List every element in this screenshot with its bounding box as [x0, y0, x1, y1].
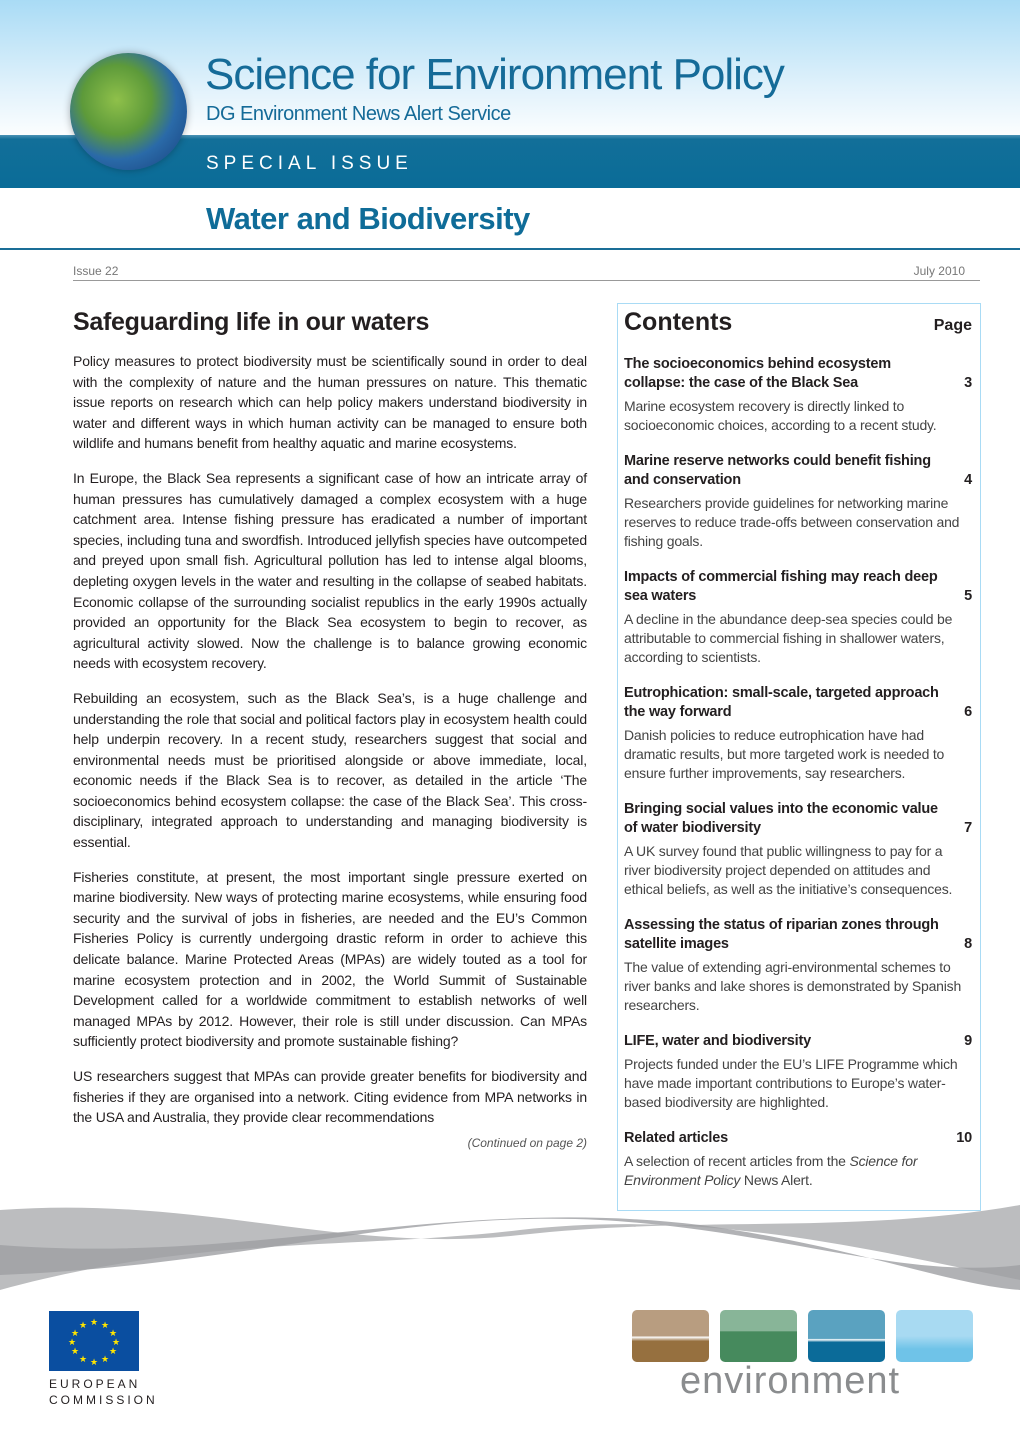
svg-text:★: ★: [111, 1337, 121, 1347]
contents-entry[interactable]: [624, 1129, 972, 1190]
svg-text:★: ★: [108, 1346, 118, 1356]
svg-text:★: ★: [100, 1354, 110, 1364]
entry-description: A UK survey found that public willingness to pay for a river biodiversity project depended on attitudes and ethical beliefs, as well as the initiative’s consequences.: [624, 843, 953, 897]
air-tile-icon: [896, 1310, 973, 1362]
issue-title: Water and Biodiversity: [206, 201, 530, 236]
svg-text:★: ★: [70, 1346, 80, 1356]
entry-page: 7: [964, 820, 972, 836]
entry-description: The value of extending agri-environmental schemes to river banks and lake shores is demonstrated by Spanish researchers.: [624, 959, 962, 1013]
svg-text:★: ★: [78, 1354, 88, 1364]
paragraph: In Europe, the Black Sea represents a significant case of how an intricate array of human pressures has cumulatively damaged a complex ecosystem with a huge catchment area. Intense fishing pressure has eradicated a number of important species, including tuna and swordfish. Introduced jellyfish species have outcompeted and preyed upon small fish. Agricultural pollution has led to intense algal blooms, depleting oxygen levels in the water and resulting in the collapse of seabed habitats. Economic collapse of the surrounding socialist republics in the early 1990s actually provided an opportunity for the Black Sea ecosystem to begin to recover, as agricultural activity slowed. Now the challenge is to balance growing economic needs with ecosystem recovery.: [73, 469, 587, 672]
entry-title[interactable]: Eutrophication: small-scale, targeted approach the way forward: [624, 685, 939, 720]
contents-heading: Contents: [624, 308, 733, 336]
eu-text: COMMISSION: [49, 1393, 158, 1407]
svg-text:★: ★: [108, 1328, 118, 1338]
issue-number: Issue 22: [73, 264, 119, 278]
svg-text:★: ★: [89, 1357, 99, 1367]
entry-page: 6: [964, 704, 972, 720]
article-heading: Safeguarding life in our waters: [73, 308, 430, 336]
entry-title[interactable]: Assessing the status of riparian zones through satellite images: [624, 917, 939, 952]
entry-title[interactable]: Impacts of commercial fishing may reach deep sea waters: [624, 569, 938, 604]
contents-entry[interactable]: [624, 916, 972, 1015]
entry-page: 4: [964, 472, 972, 488]
svg-text:★: ★: [70, 1328, 80, 1338]
entry-page: 10: [956, 1130, 972, 1146]
entry-title[interactable]: LIFE, water and biodiversity: [624, 1033, 811, 1049]
publication-subtitle: DG Environment News Alert Service: [206, 103, 511, 125]
entry-description: Researchers provide guidelines for networking marine reserves to reduce trade-offs between conservation and fishing goals.: [624, 495, 960, 549]
entry-title[interactable]: Related articles: [624, 1130, 728, 1146]
page-label: Page: [933, 317, 972, 334]
publication-title: Science for Environment Policy: [205, 50, 784, 99]
main-article: [73, 308, 587, 1150]
svg-text:★: ★: [89, 1317, 99, 1327]
entry-page: 9: [964, 1033, 972, 1049]
divider: [0, 248, 1020, 250]
divider: [73, 280, 980, 281]
wave-decoration: [0, 1205, 1020, 1295]
grass-tile-icon: [720, 1310, 797, 1362]
paragraph: US researchers suggest that MPAs can provide greater benefits for biodiversity and fisheries if they are organised into a network. Citing evidence from MPA networks in the USA and Australia, they provide clear recommendations: [73, 1068, 587, 1126]
contents-box: [617, 303, 981, 1211]
contents-entry[interactable]: [624, 1032, 972, 1112]
entry-page: 8: [964, 936, 972, 952]
paragraph: Fisheries constitute, at present, the most important single pressure exerted on marine biodiversity. New ways of protecting marine ecosystems, while ensuring food security and the survival of jobs in fisheries, are needed and the EU’s Common Fisheries Policy is currently undergoing drastic reform in order to achieve this delicate balance. Marine Protected Areas (MPAs) are widely touted as a tool for marine ecosystem protection and in 2002, the World Summit of Sustainable Development called for a worldwide commitment to establish networks of well managed MPAs by 2012. However, their role is still under discussion. Can MPAs sufficiently protect biodiversity and promote sustainable fishing?: [73, 868, 587, 1050]
contents-entry[interactable]: [624, 800, 972, 899]
entry-page: 3: [964, 375, 972, 391]
entry-description: Danish policies to reduce eutrophication have had dramatic results, but more targeted work is needed to ensure further improvements, say researchers.: [624, 727, 945, 781]
continued-note: (Continued on page 2): [467, 1135, 587, 1150]
contents-entry[interactable]: [624, 452, 972, 551]
contents-entry[interactable]: [624, 684, 972, 783]
contents-entry[interactable]: [624, 355, 972, 435]
entry-title[interactable]: Bringing social values into the economic value of water biodiversity: [624, 801, 938, 836]
eu-flag-icon: [49, 1311, 139, 1371]
paragraph: Policy measures to protect biodiversity must be scientifically sound in order to deal with the complexity of nature and the human pressures on nature. This thematic issue reports on research which can help policy makers understand biodiversity in water and different ways in which human activity can be managed to ensure both wildlife and humans benefit from healthy aquatic and marine ecosystems.: [73, 353, 587, 452]
paragraph: Rebuilding an ecosystem, such as the Black Sea’s, is a huge challenge and understanding the role that social and political factors play in ecosystem health could help underpin recovery. In a recent study, researchers suggest that social and environmental needs must be prioritised alongside or above immediate, local, economic needs if the Black Sea is to recover, as detailed in the article ‘The socioeconomics behind ecosystem collapse: the case of the Black Sea’. This cross-disciplinary, integrated approach to understanding and managing biodiversity is essential.: [73, 689, 587, 851]
water-tile-icon: [808, 1310, 885, 1362]
svg-text:★: ★: [67, 1337, 77, 1347]
globe-logo: [70, 53, 187, 170]
entry-description: Projects funded under the EU’s LIFE Programme which have made important contributions to Europe’s water-based biodiversity are highlighted.: [624, 1056, 958, 1110]
entry-title[interactable]: Marine reserve networks could benefit fishing and conservation: [624, 453, 931, 488]
svg-text:★: ★: [100, 1320, 110, 1330]
contents-entry[interactable]: [624, 568, 972, 667]
svg-text:★: ★: [78, 1320, 88, 1330]
special-issue-label: SPECIAL ISSUE: [206, 153, 413, 174]
environment-wordmark: environment: [680, 1360, 901, 1402]
eu-text: EUROPEAN: [49, 1377, 141, 1391]
entry-description: Marine ecosystem recovery is directly linked to socioeconomic choices, according to a recent study.: [624, 398, 937, 433]
entry-page: 5: [964, 588, 972, 604]
entry-title[interactable]: The socioeconomics behind ecosystem collapse: the case of the Black Sea: [624, 356, 891, 391]
entry-description: A decline in the abundance deep-sea species could be attributable to commercial fishing in shallower waters, according to scientists.: [624, 611, 953, 665]
european-commission-logo: [49, 1311, 158, 1408]
environment-logo: [632, 1310, 973, 1403]
earth-tile-icon: [632, 1310, 709, 1362]
issue-date: July 2010: [913, 264, 965, 278]
entry-description: A selection of recent articles from the Science for Environment Policy News Alert.: [624, 1153, 918, 1188]
